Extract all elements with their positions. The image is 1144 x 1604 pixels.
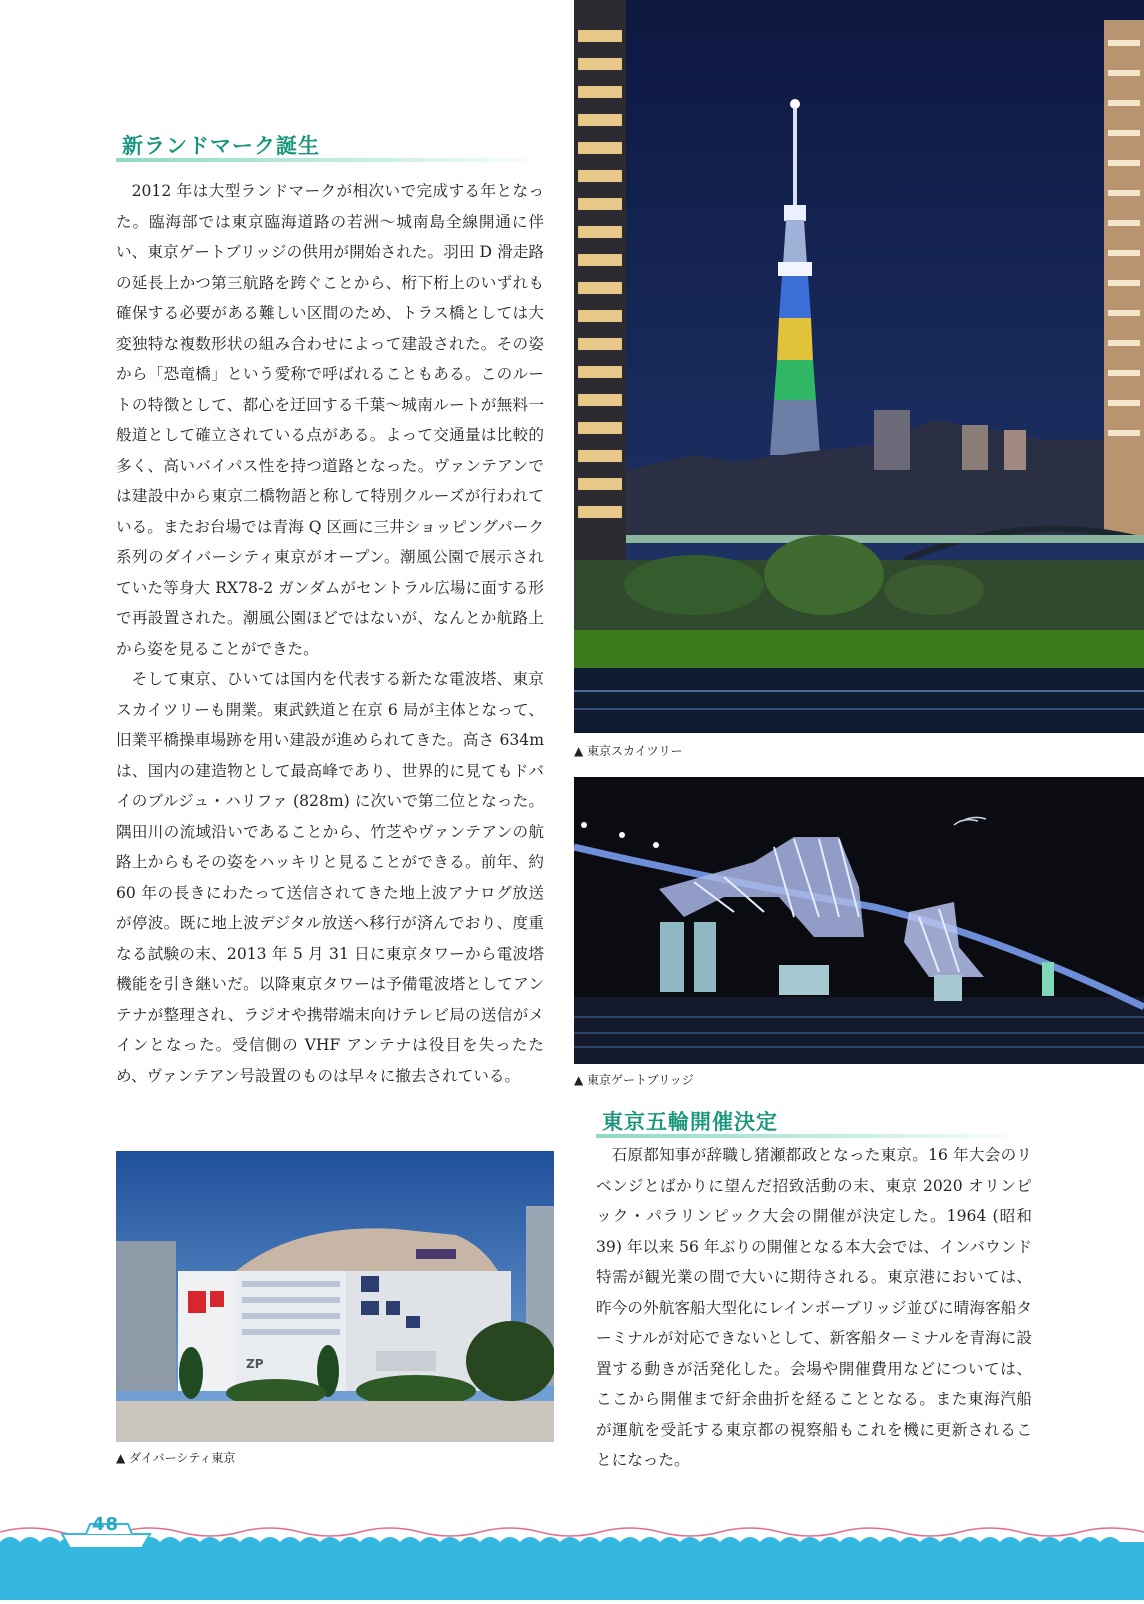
- section1-body: [116, 176, 544, 1091]
- gatebridge-caption: ▲ 東京ゲートブリッジ: [574, 1073, 694, 1087]
- divercity-caption: ▲ ダイバーシティ東京: [116, 1451, 236, 1465]
- section2-body: [596, 1140, 1032, 1476]
- section2-paragraph-1: 石原都知事が辞職し猪瀬都政となった東京。16 年大会のリベンジとばかりに望んだ招致活動の末、東京 2020 オリンピック・パラリンピック大会の開催が決定した。1964 (昭和 39) 年以来 56 年ぶりの開催となる本大会では、インバウンド特需が観光業の間で大いに期待される。東京港においては、昨今の外航客船大型化にレインボーブリッジ並びに晴海客船ターミナルが対応できないとして、新客船ターミナルを青海に設置する動きが活発化した。会場や開催費用などについては、ここから開催まで紆余曲折を経ることとなる。また東海汽船が運航を受託する東京都の視察船もこれを機に更新されることになった。: [596, 1146, 1032, 1469]
- skytree-photo: [574, 0, 1144, 733]
- footer-wave-band: [0, 1520, 1144, 1600]
- section-heading-olympics: 東京五輪開催決定: [602, 1110, 778, 1134]
- gatebridge-photo: [574, 777, 1144, 1064]
- page-number: 48: [92, 1514, 120, 1535]
- section1-paragraph-2: そして東京、ひいては国内を代表する新たな電波塔、東京スカイツリーも開業。東武鉄道と在京 6 局が主体となって、旧業平橋操車場跡を用い建設が進められてきた。高さ 634m は、国内の建造物として最高峰であり、世界的に見てもドバイのブルジュ・ハリファ (828m) に次いで第二位となった。隅田川の流域沿いであることから、竹芝やヴァンテアンの航路上からもその姿をハッキリと見ることができる。前年、約 60 年の長きにわたって送信されてきた地上波アナログ放送が停波。既に地上波デジタル放送へ移行が済んでおり、度重なる試験の末、2013 年 5 月 31 日に東京タワーから電波塔機能を引き継いだ。以降東京タワーは予備電波塔としてアンテナが整理され、ラジオや携帯端末向けテレビ局の送信がメインとなった。受信側の VHF アンテナは役目を失ったため、ヴァンテアン号設置のものは早々に撤去されている。: [116, 670, 544, 1085]
- divercity-sign-text: ZP: [246, 1357, 264, 1371]
- heading-underline: [116, 158, 546, 162]
- divercity-photo: [116, 1151, 554, 1442]
- section1-paragraph-1: 2012 年は大型ランドマークが相次いで完成する年となった。臨海部では東京臨海道路の若洲〜城南島全線開通に伴い、東京ゲートブリッジの供用が開始された。羽田 D 滑走路の延長上かつ第三航路を跨ぐことから、桁下桁上のいずれも確保する必要がある難しい区間のため、トラス橋としては大変独特な複数形状の組み合わせによって建設された。その姿から「恐竜橋」という愛称で呼ばれることもある。このルートの特徴として、都心を迂回する千葉〜城南ルートが無料一般道として確立されている点がある。よって交通量は比較的多く、高いバイパス性を持つ道路となった。ヴァンテアンでは建設中から東京二橋物語と称して特別クルーズが行われている。またお台場では青海 Q 区画に三井ショッピングパーク系列のダイバーシティ東京がオープン。潮風公園で展示されていた等身大 RX78-2 ガンダムがセントラル広場に面する形で再設置された。潮風公園ほどではないが、なんとか航路上から姿を見ることができた。: [116, 182, 544, 658]
- skytree-caption: ▲ 東京スカイツリー: [574, 744, 683, 758]
- section-heading-landmarks: 新ランドマーク誕生: [122, 134, 320, 158]
- heading-underline-2: [596, 1134, 1026, 1138]
